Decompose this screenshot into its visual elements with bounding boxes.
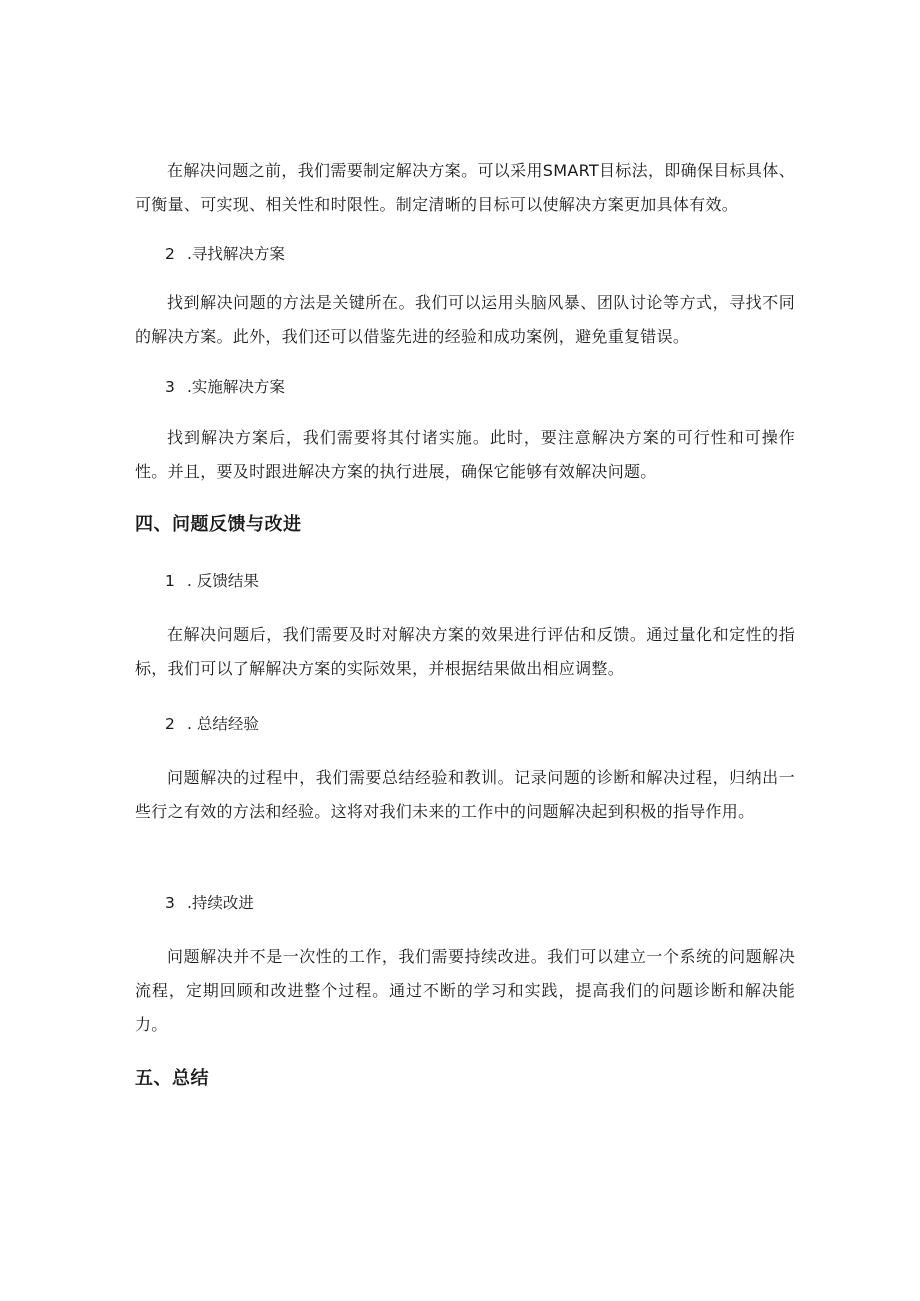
subheading-number: 2 xyxy=(165,245,175,263)
subheading-text: .实施解决方案 xyxy=(187,378,285,396)
section-heading-feedback: 四、问题反馈与改进 xyxy=(135,514,302,535)
subheading-find-solution xyxy=(165,243,285,265)
subheading-number: 3 xyxy=(165,378,175,396)
subheading-number: 1 xyxy=(165,572,175,590)
subheading-text: . 总结经验 xyxy=(187,715,259,733)
subheading-implement-solution xyxy=(165,376,285,398)
paragraph-feedback-results xyxy=(135,618,795,686)
subheading-summarize-experience xyxy=(165,713,259,735)
subheading-text: .持续改进 xyxy=(187,894,254,912)
paragraph-text: 找到解决方案后，我们需要将其付诸实施。此时，要注意解决方案的可行性和可操作性。并且，要及时跟进解决方案的执行进展，确保它能够有效解决问题。 xyxy=(135,428,795,481)
paragraph-summarize-experience xyxy=(135,761,795,829)
paragraph-implement-solution xyxy=(135,421,795,489)
subheading-number: 3 xyxy=(165,894,175,912)
paragraph-text: 在解决问题后，我们需要及时对解决方案的效果进行评估和反馈。通过量化和定性的指标，我们可以了解解决方案的实际效果，并根据结果做出相应调整。 xyxy=(135,625,795,678)
paragraph-define-solution xyxy=(135,154,795,222)
paragraph-text: 问题解决并不是一次性的工作，我们需要持续改进。我们可以建立一个系统的问题解决流程，定期回顾和改进整个过程。通过不断的学习和实践，提高我们的问题诊断和解决能力。 xyxy=(135,947,795,1034)
subheading-feedback-results xyxy=(165,570,259,592)
subheading-continuous-improvement xyxy=(165,892,254,914)
subheading-text: .寻找解决方案 xyxy=(187,245,285,263)
subheading-text: . 反馈结果 xyxy=(187,572,259,590)
section-heading-summary: 五、总结 xyxy=(135,1068,209,1089)
subheading-number: 2 xyxy=(165,715,175,733)
paragraph-text: 问题解决的过程中，我们需要总结经验和教训。记录问题的诊断和解决过程，归纳出一些行之有效的方法和经验。这将对我们未来的工作中的问题解决起到积极的指导作用。 xyxy=(135,768,795,821)
paragraph-continuous-improvement xyxy=(135,940,795,1042)
paragraph-find-solution xyxy=(135,286,795,354)
paragraph-text: 找到解决问题的方法是关键所在。我们可以运用头脑风暴、团队讨论等方式，寻找不同的解决方案。此外，我们还可以借鉴先进的经验和成功案例，避免重复错误。 xyxy=(135,293,795,346)
paragraph-text: 在解决问题之前，我们需要制定解决方案。可以采用SMART目标法，即确保目标具体、可衡量、可实现、相关性和时限性。制定清晰的目标可以使解决方案更加具体有效。 xyxy=(135,161,795,214)
